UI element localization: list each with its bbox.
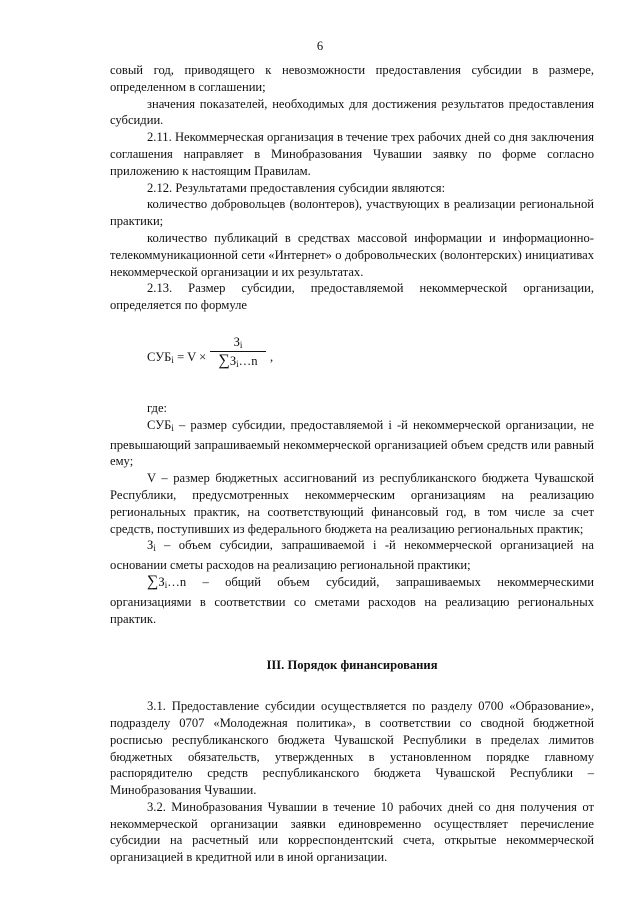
- page-number: 6: [316, 39, 324, 53]
- subsidy-formula: [110, 334, 594, 386]
- formula-fraction: [210, 334, 266, 373]
- paragraph: 3.2. Минобразования Чувашии в течение 10 рабочих дней со дня получения от некоммерческой организации заявки единовременно осуществляет перечисление субсидии на расчетный или корреспондентский счета, открытые некоммерческой организацией в кредитной или в иной организации.: [110, 799, 594, 865]
- paragraph: совый год, приводящего к невозможности предоставления субсидии в размере, определенном в соглашении;: [110, 63, 594, 94]
- paragraph: 3.1. Предоставление субсидии осуществляется по разделу 0700 «Образование», подразделу 0707 «Молодежная политика», в соответствии со сводной бюджетной росписью республиканского бюджета Чувашской Республики в пределах лимитов бюджетных обязательств, утвержденных в установленном порядке главному распорядителю средств республиканского бюджета Чувашской Республики – Минобразования Чувашии.: [110, 699, 594, 798]
- paragraph: значения показателей, необходимых для достижения результатов предоставления субсидии.: [110, 96, 594, 128]
- section-heading: III. Порядок финансирования: [266, 658, 438, 673]
- document-body: [110, 62, 594, 866]
- definition-sub: $СУБ_i$ – размер субсидии, предоставляемой i -й некоммерческой организации, не превышающий запрашиваемый некоммерческой организацией объем средств или равный ему;: [110, 417, 594, 469]
- paragraph: количество добровольцев (волонтеров), участвующих в реализации региональной практики;: [110, 197, 594, 229]
- paragraph: количество публикаций в средствах массовой информации и информационно-телекоммуникационной сети «Интернет» о добровольческих (волонтерских) инициативах некоммерческой организации и их результатах.: [110, 230, 594, 279]
- definition-z: $З_i$ – объем субсидии, запрашиваемой i -й некоммерческой организацией на основании сметы расходов на реализацию региональной практики;: [110, 538, 594, 573]
- formula-numerator: $З_i$: [233, 334, 243, 350]
- paragraph: 2.13. Размер субсидии, предоставляемой некоммерческой организации, определяется по формуле: [110, 281, 594, 313]
- formula-lhs: $СУБ_i = V$ ×: [147, 349, 207, 365]
- definition-sum: $\sum З_i\dots n$ – общий объем субсидий, запрашиваемых некоммерческими организациями в соответствии со сметами расходов на реализацию региональных практик.: [110, 572, 594, 626]
- where-label: где:: [147, 400, 168, 415]
- formula-comma: ,: [270, 349, 274, 364]
- paragraph: 2.12. Результатами предоставления субсидии являются:: [147, 180, 446, 195]
- formula-denominator: $\sum З_i\dots n$: [218, 351, 258, 369]
- definition-v: V – размер бюджетных ассигнований из республиканского бюджета Чувашской Республики, предусмотренных некоммерческим организациям на реализацию региональных практик, на соответствующий финансовый год, в том числе за счет средств, поступивших из федерального бюджета на реализацию региональных практик;: [110, 471, 594, 536]
- paragraph: 2.11. Некоммерческая организация в течение трех рабочих дней со дня заключения соглашения направляет в Минобразования Чувашии заявку по форме согласно приложению к настоящим Правилам.: [110, 130, 594, 178]
